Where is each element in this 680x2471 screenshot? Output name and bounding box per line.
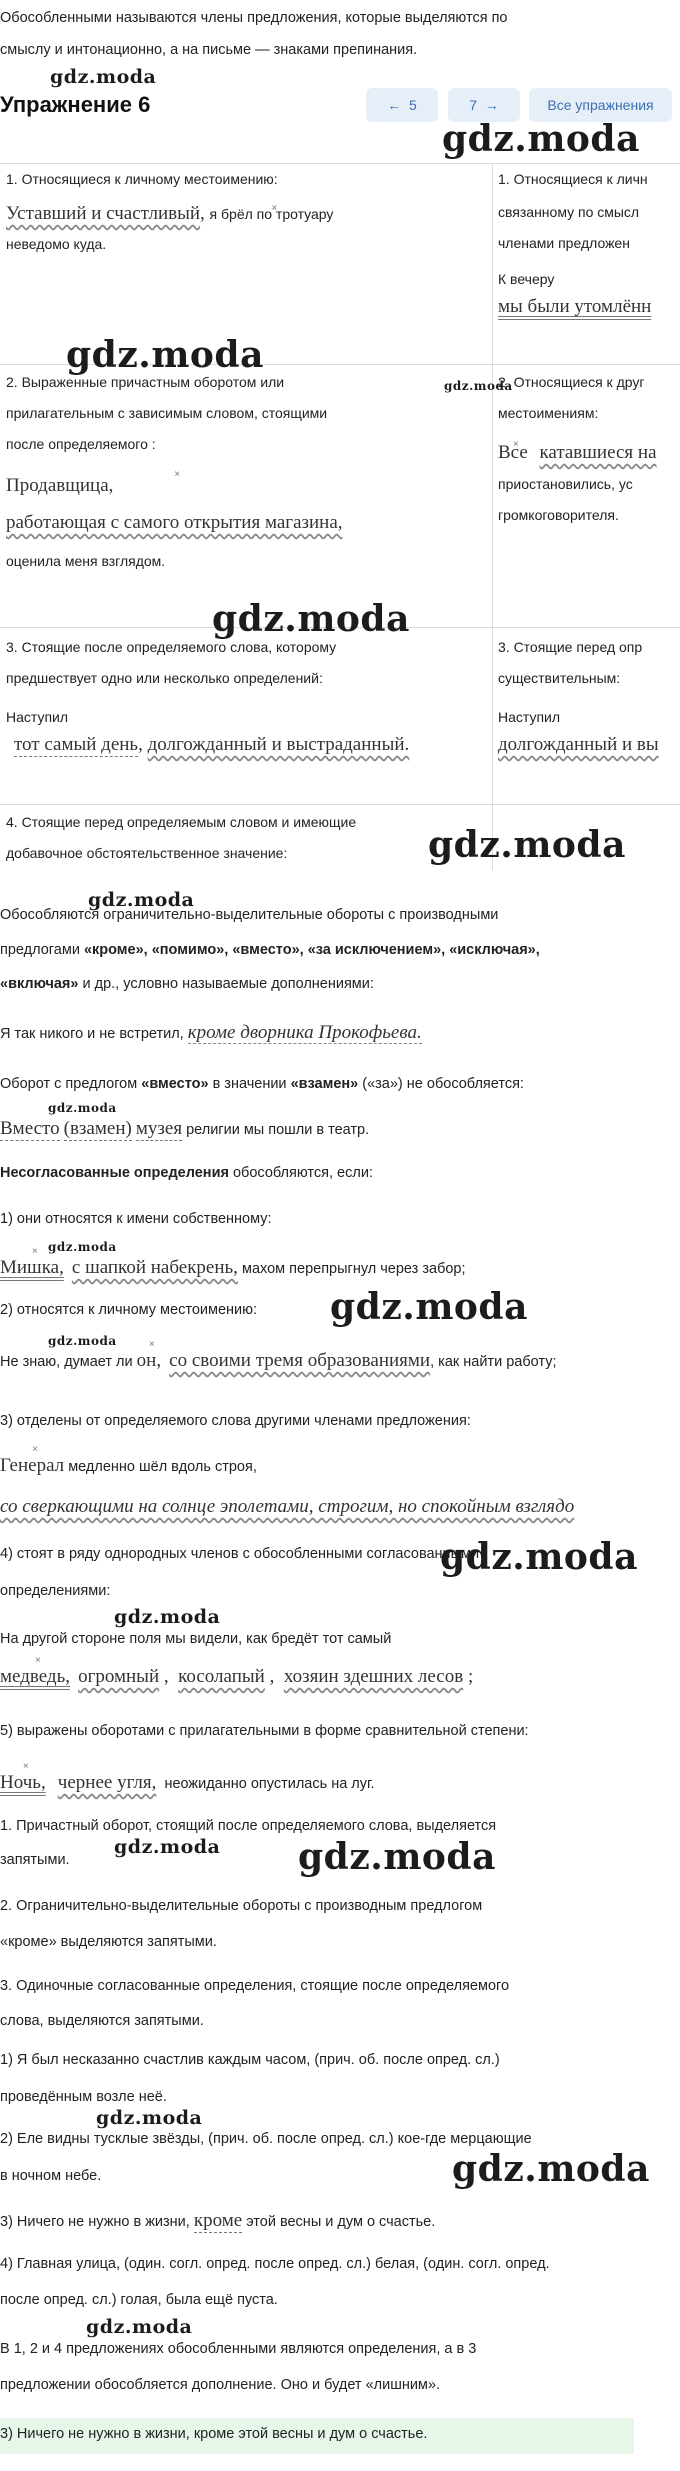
watermark: gdz.moda	[48, 1240, 117, 1254]
rule-text: Несогласованные определения обособляются, если:	[0, 1165, 373, 1181]
answer-3: 3. Одиночные согласованные определения, стоящие после определяемого	[0, 1978, 510, 1994]
example-line: Вместо (взамен) музея религии мы пошли в театр.	[0, 1118, 370, 1139]
answer-3-cont: слова, выделяются запятыми.	[0, 2013, 204, 2029]
watermark: gdz.moda	[428, 824, 626, 866]
all-exercises-button[interactable]: Все упражнения	[529, 88, 672, 122]
table-cell: 3. Стоящие перед опр существительным: Наступил долгожданный и вы	[498, 639, 659, 755]
example-line: × Ночь, чернее угля, неожиданно опустилась на луг.	[0, 1772, 375, 1794]
table-cell: 1. Относящиеся к личному местоимению: Уставший и счастливый, × я брёл по тротуару неведомо куда.	[6, 164, 333, 258]
answer-2: 2. Ограничительно-выделительные обороты с производным предлогом	[0, 1898, 483, 1914]
sentence-4: 4) Главная улица, (один. согл. опред. после опред. сл.) белая, (один. согл. опред.	[0, 2256, 550, 2272]
watermark: gdz.moda	[88, 889, 195, 911]
example-line: Я так никого и не встретил, кроме дворника Прокофьева.	[0, 1022, 422, 1043]
answer-2-cont: «кроме» выделяются запятыми.	[0, 1934, 217, 1950]
watermark: gdz.moda	[114, 1606, 221, 1628]
condition-2: 2) относятся к личному местоимению:	[0, 1302, 258, 1318]
example-line: × Генерал медленно шёл вдоль строя,	[0, 1455, 257, 1477]
conclusion: В 1, 2 и 4 предложениях обособленными являются определения, а в 3	[0, 2341, 477, 2357]
condition-5: 5) выражены оборотами с прилагательными в форме сравнительной степени:	[0, 1723, 529, 1739]
condition-4-cont: определениями:	[0, 1583, 111, 1599]
watermark: gdz.moda	[442, 118, 640, 160]
watermark: gdz.moda	[114, 1836, 221, 1858]
watermark: gdz.moda	[212, 598, 410, 640]
intro-text-1: Обособленными называются члены предложения, которые выделяются по	[0, 10, 508, 26]
watermark: gdz.moda	[48, 1101, 117, 1115]
sentence-2: 2) Еле видны тусклые звёзды, (прич. об. после опред. сл.) кое-где мерцающие	[0, 2131, 532, 2147]
conclusion-cont: предложении обособляется дополнение. Оно и будет «лишним».	[0, 2377, 440, 2393]
table-cell: 4. Стоящие перед определяемым словом и имеющие добавочное обстоятельственное значение:	[6, 814, 357, 861]
sentence-4-cont: после опред. сл.) голая, была ещё пуста.	[0, 2292, 278, 2308]
watermark: gdz.moda	[330, 1286, 528, 1328]
example-line: Не знаю, думает ли × он, со своими тремя образованиями, как найти работу;	[0, 1350, 556, 1372]
watermark: gdz.moda	[452, 2148, 650, 2190]
answer-1: 1. Причастный оборот, стоящий после определяемого слова, выделяется	[0, 1818, 497, 1834]
watermark: gdz.moda	[48, 1334, 117, 1348]
rule-text: «включая» и др., условно называемые дополнениями:	[0, 976, 374, 992]
arrow-right-icon: →	[477, 97, 499, 113]
final-answer: 3) Ничего не нужно в жизни, кроме этой весны и дум о счастье.	[0, 2426, 428, 2442]
watermark: gdz.moda	[66, 334, 264, 376]
watermark: gdz.moda	[50, 66, 157, 88]
example-line: × Мишка, с шапкой набекрень, махом перепрыгнул через забор;	[0, 1257, 466, 1279]
example-line: × медведь, огромный , косолапый , хозяин здешних лесов ;	[0, 1666, 473, 1688]
rule-text: Оборот с предлогом «вместо» в значении «взамен» («за») не обособляется:	[0, 1076, 524, 1092]
intro-text-2: смыслу и интонационно, а на письме — знаками препинания.	[0, 42, 418, 58]
table-cell: 3. Стоящие после определяемого слова, которому предшествует одно или несколько определений: Наступил тот самый день, долгожданный и выстраданный.	[6, 639, 410, 755]
sentence-2-cont: в ночном небе.	[0, 2168, 102, 2184]
sentence-1-cont: проведённым возле неё.	[0, 2089, 167, 2105]
prev-exercise-button[interactable]: ← 5	[366, 88, 438, 122]
condition-4: 4) стоят в ряду однородных членов с обособленными согласованными	[0, 1546, 480, 1562]
watermark: gdz.moda	[444, 379, 513, 393]
watermark: gdz.moda	[298, 1836, 496, 1878]
arrow-left-icon: ←	[387, 97, 409, 113]
watermark: gdz.moda	[86, 2316, 193, 2338]
example-line: На другой стороне поля мы видели, как бредёт тот самый	[0, 1631, 392, 1647]
sentence-3: 3) Ничего не нужно в жизни, кроме этой весны и дум о счастье.	[0, 2210, 436, 2231]
table-cell: 2. Выраженные причастным оборотом или прилагательным с зависимым словом, стоящими после определяемого : × Продавщица, работающая с самого открытия магазина, оценила меня взглядом.	[6, 369, 343, 575]
table-cell: 2. Относящиеся к друг местоимениям: × Все катавшиеся на приостановились, ус громкоговорителя.	[498, 369, 657, 529]
answer-1-cont: запятыми.	[0, 1852, 70, 1868]
condition-3: 3) отделены от определяемого слова другими членами предложения:	[0, 1413, 471, 1429]
page-title: Упражнение 6	[0, 92, 151, 117]
rule-text: предлогами «кроме», «помимо», «вместо», «за исключением», «исключая»,	[0, 942, 540, 958]
rule-text: Обособляются ограничительно-выделительные обороты с производными	[0, 907, 499, 923]
sentence-1: 1) Я был несказанно счастлив каждым часом, (прич. об. после опред. сл.)	[0, 2052, 500, 2068]
next-exercise-button[interactable]: 7 →	[448, 88, 520, 122]
watermark: gdz.moda	[440, 1536, 638, 1578]
table-cell: 1. Относящиеся к личн связанному по смысл членами предложен К вечеру мы были утомлённ	[498, 171, 652, 317]
condition-1: 1) они относятся к имени собственному:	[0, 1211, 272, 1227]
comparison-table	[0, 163, 680, 911]
watermark: gdz.moda	[96, 2107, 203, 2129]
example-line: со сверкающими на солнце эполетами, строгим, но спокойным взглядо	[0, 1496, 575, 1517]
